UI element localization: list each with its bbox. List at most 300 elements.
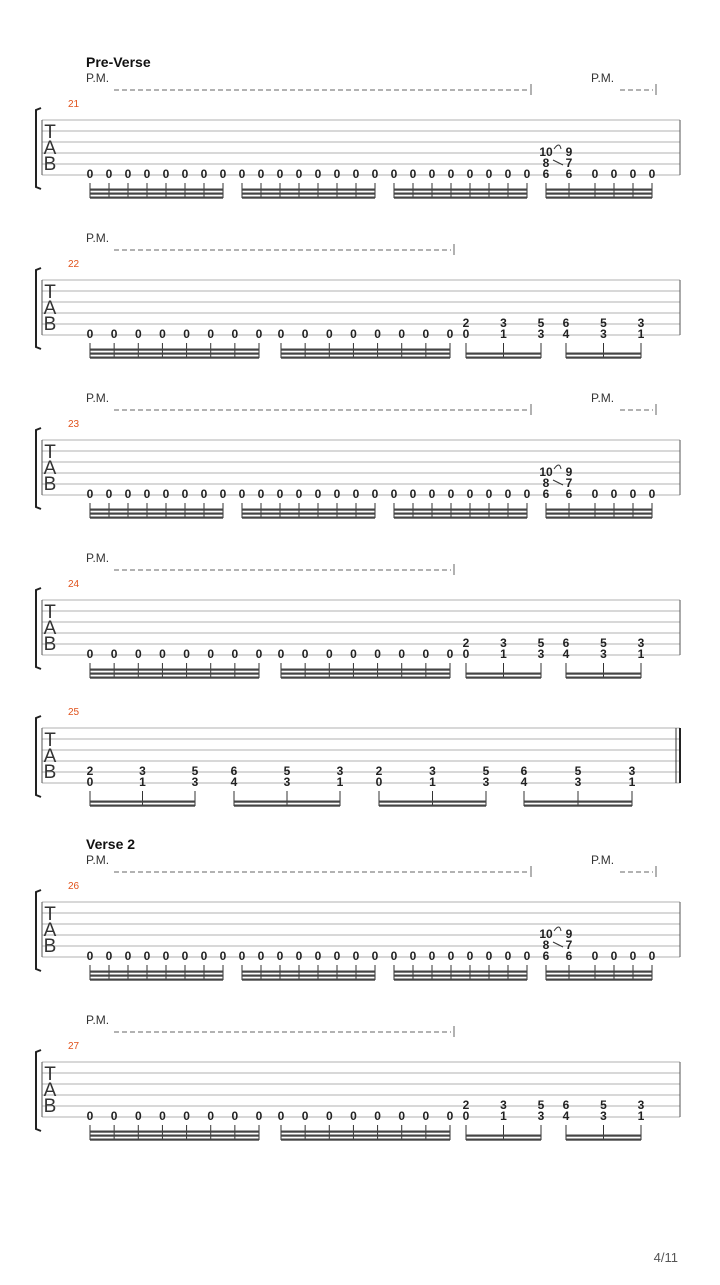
fret-number: 0: [231, 647, 239, 661]
fret-number: 0: [591, 487, 599, 501]
tab-system-25: [36, 707, 680, 807]
fret-number: 1: [500, 1109, 507, 1123]
note-beam: [90, 193, 223, 195]
note-beam: [281, 1139, 450, 1141]
fret-number: 3: [637, 316, 645, 330]
fret-number: 0: [257, 167, 265, 181]
system-bracket: [36, 890, 41, 971]
fret-number: 0: [86, 487, 94, 501]
fret-number: 0: [143, 949, 151, 963]
fret-number: 0: [134, 327, 142, 341]
note-beam: [90, 357, 259, 359]
fret-number: 0: [219, 949, 227, 963]
fret-number: 0: [295, 487, 303, 501]
tab-clef-letter: A: [43, 1080, 57, 1101]
fret-number: 4: [562, 647, 570, 661]
bend-arc: [554, 927, 561, 931]
fret-number: 0: [277, 327, 285, 341]
palm-mute-label: P.M.: [591, 71, 615, 85]
note-beam: [90, 1139, 259, 1141]
fret-number: 4: [230, 775, 238, 789]
fret-number: 1: [628, 775, 636, 789]
tab-clef-letter: T: [44, 1064, 56, 1085]
fret-number: 8: [542, 938, 550, 952]
tab-clef-letter: B: [43, 314, 57, 335]
fret-number: 0: [181, 949, 189, 963]
fret-number: 0: [86, 1109, 94, 1123]
system-bracket: [36, 108, 41, 189]
note-beam: [90, 677, 259, 679]
fret-number: 0: [371, 487, 379, 501]
fret-number: 0: [200, 487, 208, 501]
fret-number: 0: [504, 487, 512, 501]
fret-number: 0: [422, 647, 430, 661]
note-beam: [90, 349, 259, 351]
fret-number: 0: [466, 487, 474, 501]
fret-number: 0: [422, 327, 430, 341]
fret-number: 0: [352, 487, 360, 501]
fret-number: 0: [447, 949, 455, 963]
note-beam: [546, 509, 652, 511]
palm-mute-label: P.M.: [86, 1013, 110, 1027]
fret-number: 8: [542, 476, 550, 490]
palm-mute-label: P.M.: [86, 853, 110, 867]
measure-number: 26: [68, 881, 80, 892]
bend-arc: [554, 145, 561, 149]
note-beam: [466, 1139, 541, 1141]
note-beam: [90, 509, 223, 511]
note-beam: [90, 669, 259, 671]
fret-number: 0: [648, 167, 656, 181]
fret-number: 0: [276, 487, 284, 501]
tab-system-23: [36, 391, 680, 519]
fret-number-low: 6: [565, 167, 573, 181]
note-beam: [566, 1135, 641, 1137]
measure-number: 25: [68, 707, 80, 718]
fret-number: 3: [574, 775, 582, 789]
note-beam: [281, 1135, 450, 1137]
fret-number: 0: [446, 1109, 454, 1123]
fret-number: 0: [629, 487, 637, 501]
tab-system-21: [36, 54, 680, 199]
note-beam: [546, 197, 652, 199]
fret-number: 0: [428, 167, 436, 181]
fret-number: 0: [314, 487, 322, 501]
fret-number: 2: [86, 764, 94, 778]
fret-number: 0: [350, 1109, 357, 1123]
fret-number: 0: [398, 327, 406, 341]
fret-number-low: 6: [565, 949, 573, 963]
note-beam: [90, 517, 223, 519]
fret-number: 0: [231, 327, 239, 341]
note-beam: [466, 357, 541, 359]
note-beam: [466, 1135, 541, 1137]
tab-clef-letter: A: [43, 298, 57, 319]
note-beam: [546, 513, 652, 515]
fret-number: 5: [600, 1098, 607, 1112]
fret-number-low: 6: [542, 949, 550, 963]
fret-number: 0: [86, 949, 94, 963]
fret-number: 5: [191, 764, 199, 778]
note-beam: [394, 513, 527, 515]
palm-mute-label: P.M.: [86, 231, 110, 245]
fret-number: 3: [336, 764, 344, 778]
fret-number: 0: [314, 167, 322, 181]
fret-number: 0: [591, 949, 599, 963]
note-beam: [394, 193, 527, 195]
fret-number: 0: [428, 949, 436, 963]
note-beam: [234, 805, 340, 807]
fret-number: 0: [314, 949, 322, 963]
fret-number: 0: [159, 327, 166, 341]
note-beam: [566, 1139, 641, 1141]
fret-number: 0: [110, 647, 118, 661]
fret-number: 0: [398, 1109, 406, 1123]
fret-number: 0: [422, 1109, 430, 1123]
fret-number: 0: [485, 949, 493, 963]
fret-number: 6: [562, 636, 570, 650]
fret-number: 0: [219, 487, 227, 501]
fret-number: 0: [610, 949, 618, 963]
fret-number: 0: [371, 949, 379, 963]
fret-number: 0: [333, 949, 341, 963]
note-beam: [546, 517, 652, 519]
fret-number-low: 6: [542, 487, 550, 501]
note-beam: [90, 805, 195, 807]
fret-number: 1: [336, 775, 344, 789]
fret-number: 5: [537, 636, 545, 650]
note-beam: [242, 517, 375, 519]
fret-number: 1: [500, 647, 507, 661]
fret-number: 5: [537, 316, 545, 330]
fret-number: 0: [162, 167, 170, 181]
tab-clef-letter: T: [44, 730, 56, 751]
fret-number: 5: [283, 764, 291, 778]
fret-number: 0: [350, 647, 357, 661]
palm-mute-label: P.M.: [86, 551, 110, 565]
fret-number: 2: [375, 764, 383, 778]
note-beam: [281, 357, 450, 359]
fret-number: 0: [295, 167, 303, 181]
fret-number: 5: [537, 1098, 545, 1112]
note-beam: [281, 669, 450, 671]
measure-number: 27: [68, 1041, 80, 1052]
fret-number: 0: [374, 1109, 381, 1123]
fret-number: 10: [539, 145, 553, 159]
tab-system-22: [36, 231, 680, 359]
fret-number: 0: [466, 167, 474, 181]
fret-number: 0: [181, 487, 189, 501]
note-beam: [379, 805, 486, 807]
fret-number: 4: [562, 1109, 570, 1123]
fret-number: 0: [134, 1109, 142, 1123]
fret-number: 0: [183, 1109, 190, 1123]
fret-number: 6: [230, 764, 238, 778]
measure-number: 24: [68, 579, 80, 590]
fret-number: 3: [537, 327, 545, 341]
fret-number: 8: [542, 156, 550, 170]
tab-clef-letter: A: [43, 138, 57, 159]
fret-number: 6: [520, 764, 528, 778]
note-beam: [281, 677, 450, 679]
note-beam: [379, 801, 486, 803]
note-beam: [242, 971, 375, 973]
note-beam: [90, 197, 223, 199]
fret-number: 2: [462, 1098, 470, 1112]
note-beam: [242, 197, 375, 199]
fret-number: 0: [447, 167, 455, 181]
note-beam: [90, 971, 223, 973]
fret-number: 3: [537, 1109, 545, 1123]
note-beam: [466, 673, 541, 675]
fret-number: 5: [482, 764, 490, 778]
note-beam: [242, 193, 375, 195]
note-beam: [234, 801, 340, 803]
fret-number: 0: [183, 327, 190, 341]
fret-number: 10: [539, 465, 553, 479]
note-beam: [90, 975, 223, 977]
fret-number: 0: [238, 487, 246, 501]
fret-number: 0: [219, 167, 227, 181]
note-beam: [546, 975, 652, 977]
note-beam: [90, 801, 195, 803]
fret-number: 0: [325, 1109, 333, 1123]
fret-number: 0: [86, 167, 94, 181]
fret-number: 0: [648, 949, 656, 963]
note-beam: [546, 189, 652, 191]
tab-clef-letter: B: [43, 474, 57, 495]
fret-number: 0: [110, 1109, 118, 1123]
fret-number: 0: [159, 1109, 166, 1123]
fret-number: 0: [446, 647, 454, 661]
fret-number: 3: [600, 1109, 607, 1123]
note-beam: [90, 979, 223, 981]
fret-number: 0: [86, 647, 94, 661]
note-beam: [281, 353, 450, 355]
fret-number: 5: [574, 764, 582, 778]
note-beam: [566, 353, 641, 355]
note-beam: [90, 513, 223, 515]
note-beam: [394, 517, 527, 519]
tab-clef-letter: B: [43, 634, 57, 655]
tab-clef-letter: A: [43, 458, 57, 479]
note-beam: [90, 189, 223, 191]
fret-number: 1: [637, 327, 645, 341]
fret-number: 0: [523, 949, 531, 963]
fret-number: 0: [466, 949, 474, 963]
system-bracket: [36, 1050, 41, 1131]
fret-number: 0: [257, 949, 265, 963]
section-label: Verse 2: [86, 836, 136, 852]
fret-number: 3: [637, 636, 645, 650]
fret-number: 3: [500, 1098, 507, 1112]
fret-number: 0: [398, 647, 406, 661]
note-beam: [90, 353, 259, 355]
fret-number: 4: [520, 775, 528, 789]
fret-number: 0: [134, 647, 142, 661]
fret-number: 0: [446, 327, 454, 341]
measure-number: 23: [68, 419, 80, 430]
fret-number: 3: [600, 647, 607, 661]
measure-number: 22: [68, 259, 80, 270]
fret-number: 0: [295, 949, 303, 963]
note-beam: [566, 357, 641, 359]
fret-number: 1: [500, 327, 507, 341]
fret-number: 0: [255, 327, 263, 341]
fret-number: 0: [276, 167, 284, 181]
fret-number: 0: [629, 167, 637, 181]
fret-number: 3: [139, 764, 146, 778]
fret-number: 0: [200, 949, 208, 963]
fret-number: 3: [191, 775, 199, 789]
section-label: Pre-Verse: [86, 54, 151, 70]
fret-number: 6: [562, 316, 570, 330]
tab-clef-letter: B: [43, 936, 57, 957]
system-bracket: [36, 716, 41, 797]
fret-number: 6: [562, 1098, 570, 1112]
fret-number: 0: [409, 949, 417, 963]
fret-number: 1: [139, 775, 146, 789]
note-beam: [90, 1135, 259, 1137]
tab-system-27: [36, 1013, 680, 1141]
palm-mute-label: P.M.: [591, 391, 615, 405]
note-beam: [394, 189, 527, 191]
fret-number: 7: [565, 476, 573, 490]
fret-number: 0: [390, 949, 398, 963]
fret-number: 0: [105, 167, 113, 181]
fret-number: 0: [143, 167, 151, 181]
note-beam: [394, 197, 527, 199]
fret-number: 0: [301, 1109, 309, 1123]
tab-clef-letter: B: [43, 154, 57, 175]
fret-number: 0: [143, 487, 151, 501]
fret-number: 0: [105, 487, 113, 501]
fret-number: 0: [462, 1109, 470, 1123]
fret-number: 0: [409, 167, 417, 181]
fret-number: 0: [409, 487, 417, 501]
tab-clef-letter: A: [43, 618, 57, 639]
note-beam: [394, 971, 527, 973]
fret-number: 9: [565, 927, 573, 941]
fret-number: 0: [238, 949, 246, 963]
fret-number: 3: [628, 764, 636, 778]
fret-number: 0: [86, 327, 94, 341]
tab-clef-letter: B: [43, 762, 57, 783]
fret-number: 0: [181, 167, 189, 181]
fret-number: 10: [539, 927, 553, 941]
fret-number: 0: [277, 1109, 285, 1123]
measure-number: 21: [68, 99, 80, 110]
fret-number: 0: [371, 167, 379, 181]
tab-clef-letter: T: [44, 282, 56, 303]
fret-number: 0: [390, 487, 398, 501]
fret-number: 0: [523, 487, 531, 501]
fret-number: 0: [447, 487, 455, 501]
fret-number: 0: [124, 167, 132, 181]
fret-number: 3: [500, 636, 507, 650]
palm-mute-label: P.M.: [591, 853, 615, 867]
fret-number: 3: [283, 775, 291, 789]
fret-number: 0: [238, 167, 246, 181]
note-beam: [546, 193, 652, 195]
note-beam: [90, 673, 259, 675]
fret-number: 0: [255, 647, 263, 661]
fret-number: 0: [629, 949, 637, 963]
fret-number: 0: [350, 327, 357, 341]
fret-number: 1: [429, 775, 436, 789]
fret-number: 0: [124, 949, 132, 963]
fret-number: 0: [301, 327, 309, 341]
fret-number: 0: [207, 327, 215, 341]
system-bracket: [36, 588, 41, 669]
note-beam: [281, 1131, 450, 1133]
fret-number: 0: [504, 949, 512, 963]
fret-number: 3: [537, 647, 545, 661]
note-beam: [242, 189, 375, 191]
tab-clef-letter: B: [43, 1096, 57, 1117]
note-beam: [566, 673, 641, 675]
fret-number: 0: [374, 647, 381, 661]
fret-number: 1: [637, 1109, 645, 1123]
fret-number: 1: [637, 647, 645, 661]
fret-number: 0: [485, 167, 493, 181]
fret-number: 5: [600, 636, 607, 650]
fret-number: 0: [162, 949, 170, 963]
note-beam: [566, 677, 641, 679]
fret-number: 0: [257, 487, 265, 501]
note-beam: [524, 805, 632, 807]
fret-number: 4: [562, 327, 570, 341]
tab-clef-letter: T: [44, 602, 56, 623]
fret-number: 0: [428, 487, 436, 501]
note-beam: [242, 975, 375, 977]
fret-number: 0: [462, 647, 470, 661]
note-beam: [524, 801, 632, 803]
tab-clef-letter: A: [43, 920, 57, 941]
fret-number: 0: [352, 949, 360, 963]
fret-number: 0: [105, 949, 113, 963]
note-beam: [242, 513, 375, 515]
page-number: 4/11: [653, 1250, 678, 1265]
system-bracket: [36, 428, 41, 509]
fret-number: 0: [523, 167, 531, 181]
tab-system-24: [36, 551, 680, 679]
fret-number: 0: [374, 327, 381, 341]
fret-number: 0: [610, 487, 618, 501]
note-beam: [546, 979, 652, 981]
fret-number: 0: [504, 167, 512, 181]
fret-number: 0: [207, 1109, 215, 1123]
note-beam: [394, 979, 527, 981]
fret-number-low: 6: [542, 167, 550, 181]
fret-number: 0: [162, 487, 170, 501]
fret-number: 7: [565, 938, 573, 952]
tab-clef-letter: T: [44, 904, 56, 925]
fret-number: 0: [375, 775, 383, 789]
fret-number: 0: [648, 487, 656, 501]
palm-mute-label: P.M.: [86, 71, 110, 85]
bend-arc: [554, 465, 561, 469]
tab-system-26: [36, 836, 680, 981]
palm-mute-label: P.M.: [86, 391, 110, 405]
fret-number: 0: [462, 327, 470, 341]
tab-clef-letter: T: [44, 122, 56, 143]
tab-clef-letter: A: [43, 746, 57, 767]
fret-number: 7: [565, 156, 573, 170]
fret-number: 0: [183, 647, 190, 661]
note-beam: [90, 1131, 259, 1133]
fret-number: 0: [255, 1109, 263, 1123]
